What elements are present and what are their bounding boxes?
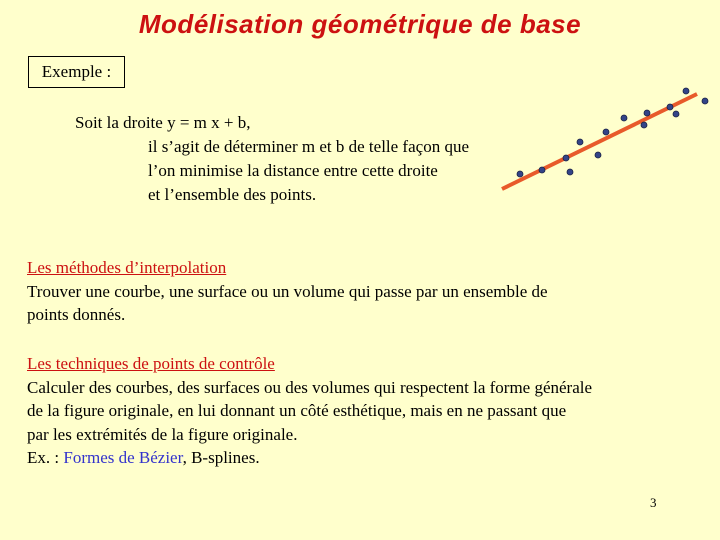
example-label: Exemple : <box>41 62 112 81</box>
intro-line: et l’ensemble des points. <box>148 185 317 204</box>
data-point <box>667 104 673 110</box>
section-line: de la figure originale, en lui donnant un côté esthétique, mais en ne passant que <box>27 401 567 420</box>
data-point <box>563 155 569 161</box>
data-point <box>517 171 523 177</box>
example-suffix: , B-splines. <box>182 448 260 467</box>
data-point <box>644 110 650 116</box>
line-fit-illustration <box>480 80 710 195</box>
section-heading-control-points: Les techniques de points de contrôle <box>27 354 275 373</box>
section-line: Trouver une courbe, une surface ou un volume qui passe par un ensemble de <box>27 281 548 301</box>
example-label-box <box>28 56 125 88</box>
intro-line: Soit la droite y = m x + b, <box>75 113 251 132</box>
intro-line: il s’agit de déterminer m et b de telle façon que <box>148 137 469 156</box>
data-point <box>702 98 708 104</box>
data-point <box>641 122 647 128</box>
data-point <box>567 169 573 175</box>
intro-line: l’on minimise la distance entre cette droite <box>148 161 438 180</box>
data-point <box>539 167 545 173</box>
data-point <box>595 152 601 158</box>
section-line: points donnés. <box>27 305 126 324</box>
section-line: Calculer des courbes, des surfaces ou des volumes qui respectent la forme générale <box>27 377 593 397</box>
page-number: 3 <box>650 495 657 510</box>
example-line <box>27 446 707 470</box>
example-prefix: Ex. : <box>27 448 64 467</box>
data-point <box>621 115 627 121</box>
control-points-section <box>27 352 707 470</box>
bezier-highlight: Formes de Bézier <box>63 448 183 467</box>
intro-text <box>75 111 469 207</box>
data-point <box>577 139 583 145</box>
data-point <box>673 111 679 117</box>
interpolation-section <box>27 256 707 327</box>
slide-title: Modélisation géométrique de base <box>138 9 582 39</box>
data-point <box>603 129 609 135</box>
section-line: par les extrémités de la figure originale. <box>27 424 298 444</box>
data-point <box>683 88 689 94</box>
section-heading-interpolation: Les méthodes d’interpolation <box>27 258 227 277</box>
